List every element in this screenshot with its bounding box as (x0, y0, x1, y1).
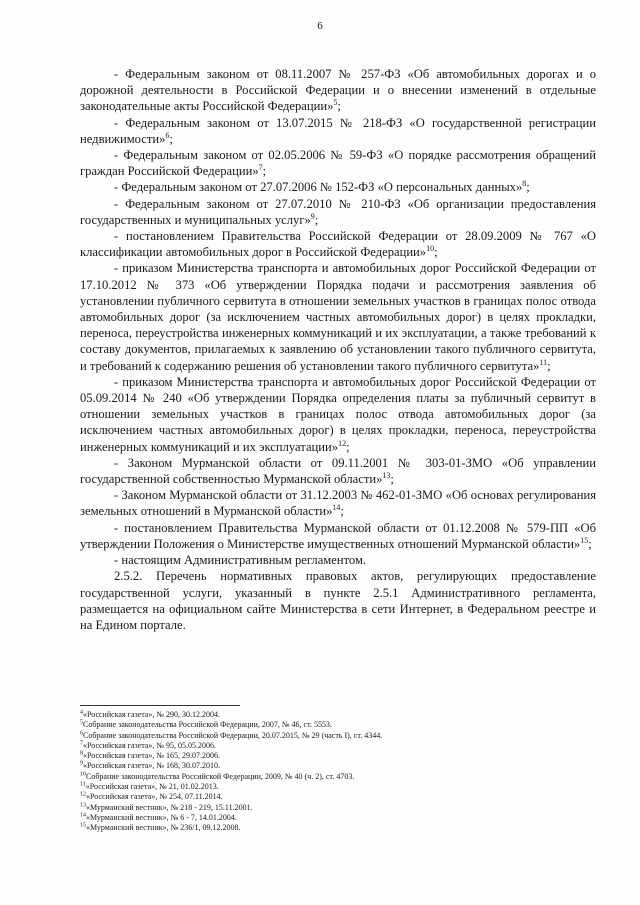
paragraph: - Федеральным законом от 27.07.2006 № 152-ФЗ «О персональных данных»$^8$; (114, 179, 530, 195)
footnote-number: 15 (80, 822, 86, 829)
footnote-ref[interactable]: 7 (258, 163, 263, 173)
paragraph: 2.5.2. Перечень нормативных правовых актов, регулирующих предоставление государственной услуги, указанный в пункте 2.5.1 Административного регламента, размещается на официальном сайте Министерства в сети Интернет, в Федеральном реестре и на Едином портале. (80, 569, 596, 632)
footnote-number: 7 (80, 740, 83, 747)
footnote-number: 12 (80, 791, 86, 798)
footnotes (80, 710, 596, 834)
footnote-number: 5 (80, 719, 83, 726)
footnote-number: 13 (80, 802, 86, 809)
footnote: $^{13}$«Мурманский вестник», № 218 - 219, 15.11.2001. (80, 802, 253, 812)
paragraph: - Федеральным законом от 08.11.2007 № 257-ФЗ «Об автомобильных дорогах и о дорожной деятельности в Российской Федерации и о внесении изменений в отдельные законодательные акты Российской Федерации»$^5$; (80, 67, 596, 114)
footnote-ref[interactable]: 13 (382, 470, 391, 480)
footnote: $^{10}$Собрание законодательства Российской Федерации, 2009, № 40 (ч. 2), ст. 4703. (80, 771, 355, 781)
paragraph: - постановлением Правительства Мурманской области от 01.12.2008 № 579-ПП «Об утверждении Положения о Министерстве имущественных отношений Мурманской области»$^{15}$; (80, 520, 596, 551)
footnote-ref[interactable]: 10 (426, 244, 435, 254)
paragraph: - настоящим Административным регламентом. (114, 553, 367, 568)
footnote-ref[interactable]: 9 (310, 211, 315, 221)
footnote-number: 9 (80, 760, 83, 767)
paragraph: - Федеральным законом от 02.05.2006 № 59-ФЗ «О порядке рассмотрения обращений граждан Российской Федерации»$^7$; (80, 148, 596, 179)
footnote: $^{12}$«Российская газета», № 254, 07.11.2014. (80, 791, 223, 802)
footnote: $^9$«Российская газета», № 168, 30.07.2010. (80, 760, 220, 771)
footnote: $^6$Собрание законодательства Российской Федерации, 20.07.2015, № 29 (часть I), ст. 4344. (80, 729, 383, 740)
footnote-ref[interactable]: 5 (333, 98, 338, 108)
footnote-number: 11 (80, 781, 86, 788)
paragraph: - приказом Министерства транспорта и автомобильных дорог Российской Федерации от 05.09.2014 № 240 «Об утверждении Порядка определения платы за публичный сервитут в отношении земельных участков в границах полос отвода автомобильных дорог (за исключением частных автомобильных дорог) в целях прокладки, переноса, переустройства инженерных коммуникаций и их эксплуатации»$^{12}$; (80, 374, 596, 454)
footnote: $^{14}$«Мурманский вестник», № 6 - 7, 14.01.2004. (80, 812, 237, 822)
footnote-number: 4 (80, 709, 83, 716)
footnote-ref[interactable]: 12 (338, 438, 347, 448)
footnote-separator (80, 705, 240, 706)
footnote-number: 6 (80, 729, 83, 736)
footnote: $^5$Собрание законодательства Российской Федерации, 2007, № 46, ст. 5553. (80, 719, 332, 730)
footnote: $^{11}$«Российская газета», № 21, 01.02.2013. (80, 781, 219, 792)
paragraph: - постановлением Правительства Российской Федерации от 28.09.2009 № 767 «О классификации автомобильных дорог в Российской Федерации»$^{10}$; (80, 229, 596, 260)
footnote-number: 8 (80, 750, 83, 757)
paragraph: - Федеральным законом от 13.07.2015 № 218-ФЗ «О государственной регистрации недвижимости»$^6$; (80, 115, 596, 146)
footnote-ref[interactable]: 11 (539, 357, 548, 367)
document-body (80, 66, 596, 633)
footnote-number: 10 (80, 771, 86, 778)
paragraph: - Законом Мурманской области от 09.11.2001 № 303-01-ЗМО «Об управлении государственной собственностью Мурманской области»$^{13}$; (80, 455, 596, 487)
footnote-ref[interactable]: 14 (332, 503, 341, 513)
paragraph: - Федеральным законом от 27.07.2010 № 210-ФЗ «Об организации предоставления государственных и муниципальных услуг»$^9$; (80, 196, 596, 227)
footnote: $^{15}$«Мурманский вестник», № 236/1, 09.12.2008. (80, 822, 241, 833)
footnote: $^8$«Российская газета», № 165, 29.07.2006. (80, 750, 220, 761)
footnote-ref[interactable]: 6 (165, 130, 170, 140)
footnote: $^7$«Российская газета», № 95, 05.05.2006. (80, 740, 216, 750)
paragraph: - Законом Мурманской области от 31.12.2003 № 462-01-ЗМО «Об основах регулирования земельных отношений в Мурманской области»$^{14}$; (80, 488, 596, 519)
footnote: $^4$«Российская газета», № 290, 30.12.2004. (80, 709, 220, 719)
footnote-ref[interactable]: 15 (580, 535, 589, 545)
paragraph: - приказом Министерства транспорта и автомобильных дорог Российской Федерации от 17.10.2012 № 373 «Об утверждении Порядка подачи и рассмотрения заявления об установлении публичного сервитута в отношении земельных участков в границах полос отвода автомобильных дорог (за исключением частных автомобильных дорог) в целях прокладки, переноса, переустройства инженерных коммуникаций и их эксплуатации, а также требований к составу документов, прилагаемых к заявлению об установлении такого публичного сервитута, и требований к содержанию решения об установлении такого публичного сервитута»$^{11}$; (80, 261, 596, 373)
footnote-ref[interactable]: 8 (522, 179, 527, 189)
page-number: 6 (317, 20, 323, 32)
footnote-number: 14 (80, 812, 86, 819)
